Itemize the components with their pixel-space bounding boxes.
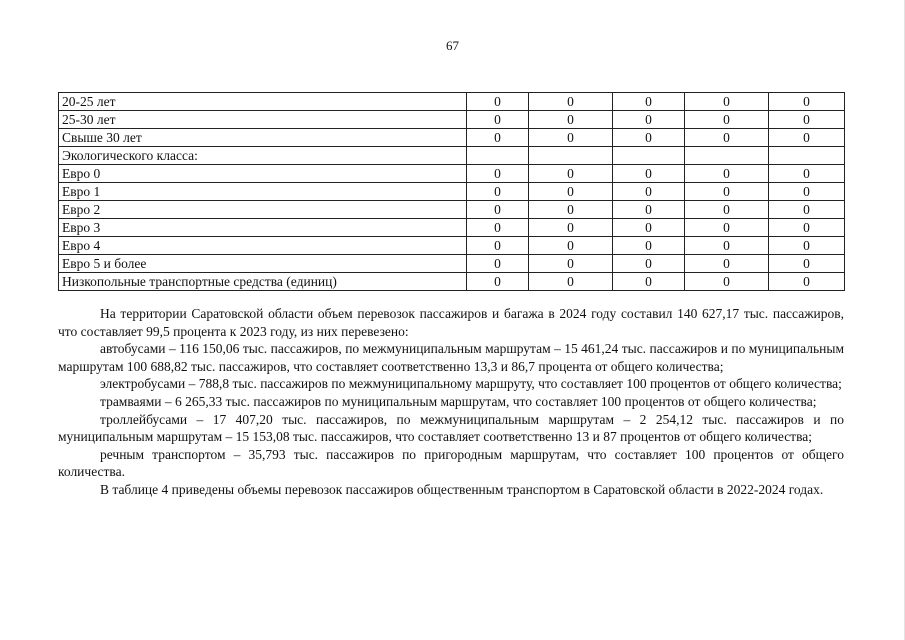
table-cell: [685, 147, 769, 165]
table-cell: 0: [769, 93, 845, 111]
table-cell: 0: [529, 165, 613, 183]
table-cell: 0: [529, 273, 613, 291]
table-cell: 0: [685, 93, 769, 111]
table-row: [59, 165, 845, 183]
table-cell: 0: [467, 273, 529, 291]
table-cell: 0: [769, 165, 845, 183]
table-cell: 0: [467, 219, 529, 237]
row-label: Евро 2: [59, 201, 467, 219]
row-label: Евро 5 и более: [59, 255, 467, 273]
table-cell: [769, 147, 845, 165]
table-row: [59, 111, 845, 129]
paragraph-table-reference: В таблице 4 приведены объемы перевозок пассажиров общественным транспортом в Саратовской области в 2022-2024 годах.: [100, 481, 824, 497]
table-cell: 0: [685, 273, 769, 291]
table-cell: 0: [529, 237, 613, 255]
table-cell: 0: [685, 183, 769, 201]
table-cell: 0: [613, 237, 685, 255]
table-cell: 0: [529, 129, 613, 147]
table-cell: [467, 147, 529, 165]
table-cell: 0: [467, 201, 529, 219]
table-row: [59, 273, 845, 291]
table-row: [59, 237, 845, 255]
table-cell: 0: [769, 129, 845, 147]
table-cell: 0: [613, 111, 685, 129]
statistics-table: [58, 92, 845, 291]
table-cell: 0: [529, 201, 613, 219]
row-label: Экологического класса:: [59, 147, 467, 165]
table-cell: 0: [769, 219, 845, 237]
table-row: [59, 201, 845, 219]
table-row: [59, 129, 845, 147]
paragraph-intro: На территории Саратовской области объем перевозок пассажиров и багажа в 2024 году составил 140 627,17 тыс. пассажиров, что составляет 99,5 процента к 2023 году, из них перевезено:: [58, 306, 844, 339]
table-cell: 0: [613, 201, 685, 219]
paragraph-electric-buses: электробусами – 788,8 тыс. пассажиров по межмуниципальному маршруту, что составляет 100 процентов от общего количества;: [100, 376, 842, 392]
paragraph-trams: трамваями – 6 265,33 тыс. пассажиров по муниципальным маршрутам, что составляет 100 процентов от общего количества;: [100, 393, 817, 409]
row-label: Свыше 30 лет: [59, 129, 467, 147]
table-cell: 0: [613, 183, 685, 201]
table-cell: 0: [529, 93, 613, 111]
table-cell: 0: [769, 237, 845, 255]
table-cell: 0: [685, 111, 769, 129]
table-cell: 0: [613, 255, 685, 273]
table-row: [59, 255, 845, 273]
table-row: [59, 93, 845, 111]
table-cell: 0: [685, 129, 769, 147]
table-cell: 0: [467, 165, 529, 183]
table-cell: 0: [467, 93, 529, 111]
table-cell: 0: [769, 201, 845, 219]
paragraph-trolleybuses: троллейбусами – 17 407,20 тыс. пассажиров, по межмуниципальным маршрутам – 2 254,12 тыс. пассажиров и по муниципальным маршрутам – 15 153,08 тыс. пассажиров, что составляет соответственно 13 и 87 процентов от общего количества;: [58, 411, 844, 445]
table-cell: 0: [529, 219, 613, 237]
table-body: [59, 93, 845, 291]
table-cell: 0: [467, 183, 529, 201]
table-cell: 0: [467, 237, 529, 255]
table-cell: 0: [685, 165, 769, 183]
table-cell: 0: [529, 183, 613, 201]
row-label: Евро 3: [59, 219, 467, 237]
row-label: 25-30 лет: [59, 111, 467, 129]
row-label: Евро 1: [59, 183, 467, 201]
row-label: Евро 4: [59, 237, 467, 255]
row-label: 20-25 лет: [59, 93, 467, 111]
table-cell: 0: [467, 129, 529, 147]
table-cell: 0: [685, 219, 769, 237]
page-number: 67: [446, 38, 459, 53]
table-cell: 0: [467, 111, 529, 129]
table-cell: 0: [685, 255, 769, 273]
table-cell: 0: [685, 237, 769, 255]
table-cell: 0: [769, 255, 845, 273]
table-cell: 0: [529, 111, 613, 129]
table-row: [59, 183, 845, 201]
table-cell: [529, 147, 613, 165]
table-cell: [613, 147, 685, 165]
table-cell: 0: [613, 129, 685, 147]
table-cell: 0: [613, 219, 685, 237]
paragraph-river-transport: речным транспортом – 35,793 тыс. пассажиров по пригородным маршрутам, что составляет 100 процентов от общего количества.: [58, 446, 844, 480]
paragraph-buses: автобусами – 116 150,06 тыс. пассажиров, по межмуниципальным маршрутам – 15 461,24 тыс. пассажиров и по муниципальным маршрутам 100 688,82 тыс. пассажиров, что составляет соответственно 13,3 и 86,7 процента от общего количества;: [58, 341, 844, 374]
table-row: [59, 219, 845, 237]
table-cell: 0: [769, 273, 845, 291]
table-cell: 0: [769, 183, 845, 201]
table-row: [59, 147, 845, 165]
body-text: [58, 305, 844, 499]
table-cell: 0: [613, 273, 685, 291]
table-cell: 0: [769, 111, 845, 129]
table-cell: 0: [685, 201, 769, 219]
table-cell: 0: [613, 93, 685, 111]
table-cell: 0: [613, 165, 685, 183]
table-cell: 0: [529, 255, 613, 273]
row-label: Низкопольные транспортные средства (единиц): [59, 273, 467, 291]
table-cell: 0: [467, 255, 529, 273]
row-label: Евро 0: [59, 165, 467, 183]
